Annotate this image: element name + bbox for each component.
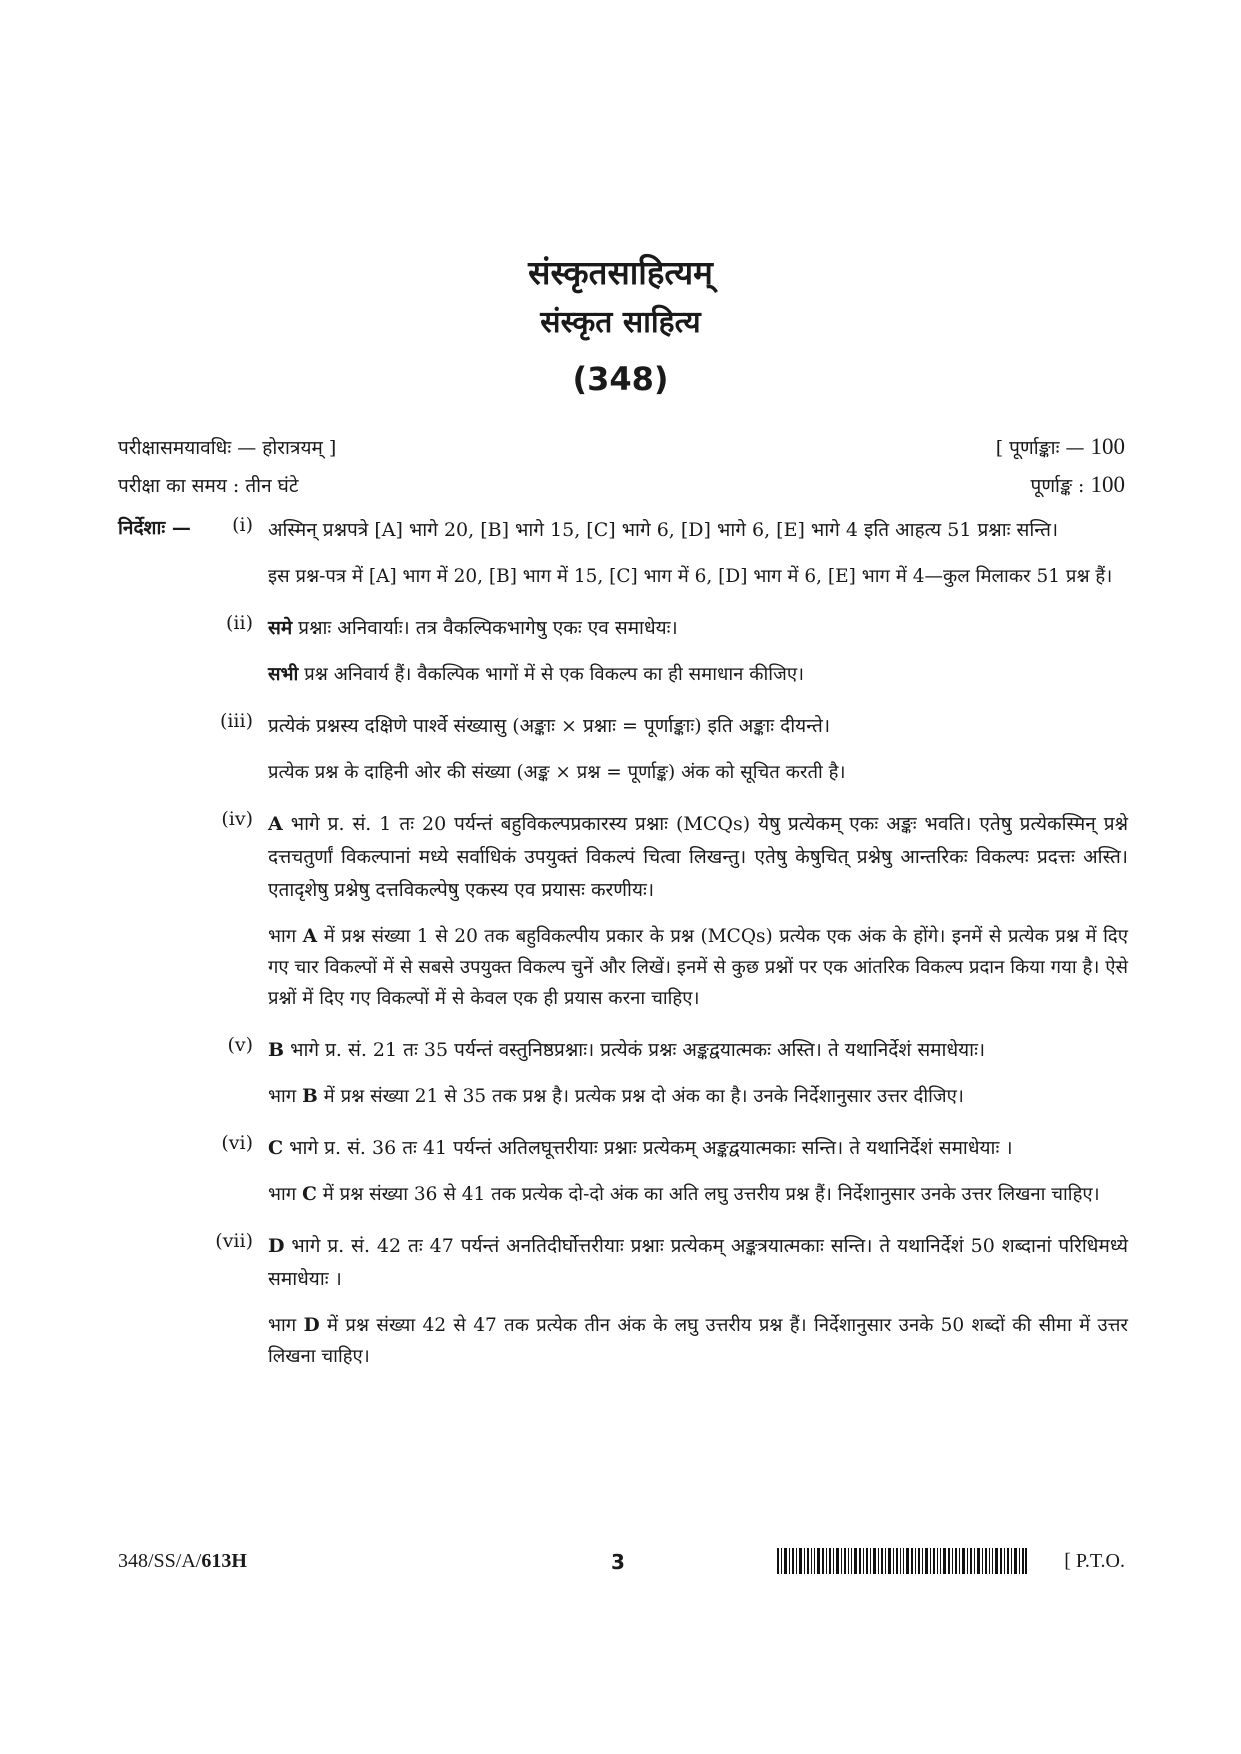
instruction-text: प्रश्न अनिवार्य हैं। वैकल्पिक भागों में से एक विकल्प का ही समाधान कीजिए। bbox=[304, 664, 805, 685]
paper-code-prefix: 348/SS/A/ bbox=[118, 1550, 202, 1572]
instruction-hindi bbox=[268, 659, 1128, 690]
instruction-number: (i) bbox=[232, 514, 253, 536]
instruction-number: (vi) bbox=[221, 1132, 253, 1154]
instruction-item bbox=[118, 1034, 1128, 1112]
title-hindi: संस्कृत साहित्य bbox=[540, 305, 701, 340]
instruction-sanskrit bbox=[268, 1230, 1128, 1296]
instruction-text: भागे प्र. सं. 21 तः 35 पर्यन्तं वस्तुनिष्ठप्रश्नाः। प्रत्येकं प्रश्नः अङ्कद्वयात्मकः अस्ति। ते यथानिर्देशं समाधेयाः। bbox=[290, 1039, 986, 1061]
paper-code bbox=[118, 1550, 247, 1573]
max-marks-hindi-label: पूर्णाङ्क : bbox=[1030, 475, 1085, 497]
barcode-icon bbox=[777, 1548, 1027, 1574]
instruction-hindi bbox=[268, 1179, 1128, 1210]
emphasis: समे bbox=[268, 617, 293, 639]
section-letter: B bbox=[268, 1039, 285, 1061]
section-letter: D bbox=[303, 1315, 320, 1336]
section-letter: B bbox=[302, 1086, 318, 1107]
instruction-text: भाग bbox=[268, 926, 297, 947]
instruction-hindi bbox=[268, 1310, 1128, 1372]
instruction-number: (ii) bbox=[226, 612, 253, 634]
instruction-item bbox=[118, 514, 1128, 592]
instructions-heading: निर्देशाः — bbox=[118, 517, 191, 539]
instruction-text: भाग bbox=[268, 1315, 297, 1336]
title-sanskrit: संस्कृतसाहित्यम् bbox=[528, 253, 713, 292]
max-marks-hindi bbox=[1031, 472, 1125, 498]
max-marks-hindi-value: 100 bbox=[1090, 472, 1125, 497]
instruction-text: में प्रश्न संख्या 42 से 47 तक प्रत्येक तीन अंक के लघु उत्तरीय प्रश्न हैं। निर्देशानुसार उनके 50 शब्दों की सीमा में उत्तर लिखना चाहिए। bbox=[268, 1315, 1128, 1367]
instruction-hindi: इस प्रश्न-पत्र में [A] भाग में 20, [B] भाग में 15, [C] भाग में 6, [D] भाग में 6, [E] भाग में 4—कुल मिलाकर 51 प्रश्न हैं। bbox=[268, 566, 1113, 587]
instruction-item bbox=[118, 808, 1128, 1014]
instruction-hindi: प्रत्येक प्रश्न के दाहिनी ओर की संख्या (अङ्क × प्रश्न = पूर्णाङ्क) अंक को सूचित करती है। bbox=[268, 762, 846, 783]
instruction-sanskrit: अस्मिन् प्रश्नपत्रे [A] भागे 20, [B] भागे 15, [C] भागे 6, [D] भागे 6, [E] भागे 4 इति आहत्य 51 प्रश्नाः सन्ति। bbox=[268, 519, 1059, 541]
instruction-sanskrit bbox=[268, 808, 1128, 907]
instruction-item bbox=[118, 1132, 1128, 1210]
instruction-hindi bbox=[268, 1081, 1128, 1112]
title-block bbox=[0, 248, 1241, 406]
instruction-text: भागे प्र. सं. 1 तः 20 पर्यन्तं बहुविकल्पप्रकारस्य प्रश्नाः (MCQs) येषु प्रत्येकम् एकः अङ्कः भवति। एतेषु प्रत्येकस्मिन् प्रश्ने दत्तचतुर्णां विकल्पानां मध्ये सर्वाधिकं उपयुक्तं विकल्पं चित्वा लिखन्तु। एतेषु केषुचित् प्रश्नेषु आन्तरिकः विकल्पः प्रदत्तः अस्ति। एतादृशेषु प्रश्नेषु दत्तविकल्पेषु एकस्य एव प्रयासः करणीयः। bbox=[268, 813, 1129, 901]
max-marks-sanskrit-value: 100 bbox=[1090, 434, 1125, 459]
instruction-text: भागे प्र. सं. 36 तः 41 पर्यन्तं अतिलघूत्तरीयाः प्रश्नाः प्रत्येकम् अङ्कद्वयात्मकाः सन्ति। ते यथानिर्देशं समाधेयाः । bbox=[289, 1137, 1013, 1159]
pto-label: [ P.T.O. bbox=[1064, 1550, 1125, 1572]
max-marks-sanskrit bbox=[996, 434, 1125, 460]
max-marks-sanskrit-label: [ पूर्णाङ्काः — bbox=[995, 437, 1085, 459]
instruction-text: में प्रश्न संख्या 1 से 20 तक बहुविकल्पीय प्रकार के प्रश्न (MCQs) प्रत्येक एक अंक के होंगे। इनमें से प्रत्येक प्रश्न में दिए गए चार विकल्पों में से सबसे उपयुक्त विकल्प चुनें और लिखें। इनमें से कुछ प्रश्नों पर एक आंतरिक विकल्प प्रदान किया गया है। ऐसे प्रश्नों में दिए गए विकल्पों में से केवल एक ही प्रयास करना चाहिए। bbox=[268, 926, 1128, 1009]
section-letter: D bbox=[268, 1235, 285, 1257]
instruction-text: भाग bbox=[268, 1086, 297, 1107]
instruction-item bbox=[118, 1230, 1128, 1372]
instruction-number: (vii) bbox=[215, 1230, 253, 1252]
instruction-text: में प्रश्न संख्या 36 से 41 तक प्रत्येक दो-दो अंक का अति लघु उत्तरीय प्रश्न हैं। निर्देशानुसार उनके उत्तर लिखना चाहिए। bbox=[322, 1184, 1100, 1205]
page-number: 3 bbox=[611, 1550, 625, 1574]
section-letter: A bbox=[268, 813, 283, 835]
instruction-number: (iv) bbox=[221, 808, 253, 830]
instruction-text: भाग bbox=[268, 1184, 297, 1205]
instructions bbox=[118, 514, 1128, 1392]
instruction-text: भागे प्र. सं. 42 तः 47 पर्यन्तं अनतिदीर्घोत्तरीयाः प्रश्नाः प्रत्येकम् अङ्कत्रयात्मकाः सन्ति। ते यथानिर्देशं 50 शब्दानां परिधिमध्ये समाधेयाः । bbox=[268, 1235, 1128, 1290]
section-letter: A bbox=[302, 926, 318, 947]
instruction-sanskrit bbox=[268, 612, 1128, 645]
instruction-hindi bbox=[268, 921, 1128, 1014]
emphasis: सभी bbox=[268, 664, 299, 685]
instruction-sanskrit bbox=[268, 1034, 1128, 1067]
instruction-text: में प्रश्न संख्या 21 से 35 तक प्रश्न है। प्रत्येक प्रश्न दो अंक का है। उनके निर्देशानुसार उत्तर दीजिए। bbox=[323, 1086, 964, 1107]
subject-code: (348) bbox=[572, 360, 669, 398]
section-letter: C bbox=[302, 1184, 317, 1205]
instruction-text: प्रश्नाः अनिवार्याः। तत्र वैकल्पिकभागेषु एकः एव समाधेयः। bbox=[298, 617, 678, 639]
instruction-number: (iii) bbox=[219, 710, 253, 732]
instruction-item bbox=[118, 612, 1128, 690]
paper-code-bold: 613H bbox=[201, 1550, 247, 1572]
instruction-number: (v) bbox=[227, 1034, 253, 1056]
page-footer bbox=[118, 1544, 1125, 1584]
instruction-item bbox=[118, 710, 1128, 788]
instruction-sanskrit: प्रत्येकं प्रश्नस्य दक्षिणे पार्श्वे संख्यासु (अङ्काः × प्रश्नाः = पूर्णाङ्काः) इति अङ्काः दीयन्ते। bbox=[268, 715, 831, 737]
section-letter: C bbox=[268, 1137, 284, 1159]
exam-duration-sanskrit: परीक्षासमयावधिः — होरात्रयम् ] bbox=[118, 437, 337, 459]
instruction-sanskrit bbox=[268, 1132, 1128, 1165]
exam-duration-hindi: परीक्षा का समय : तीन घंटे bbox=[118, 475, 299, 497]
